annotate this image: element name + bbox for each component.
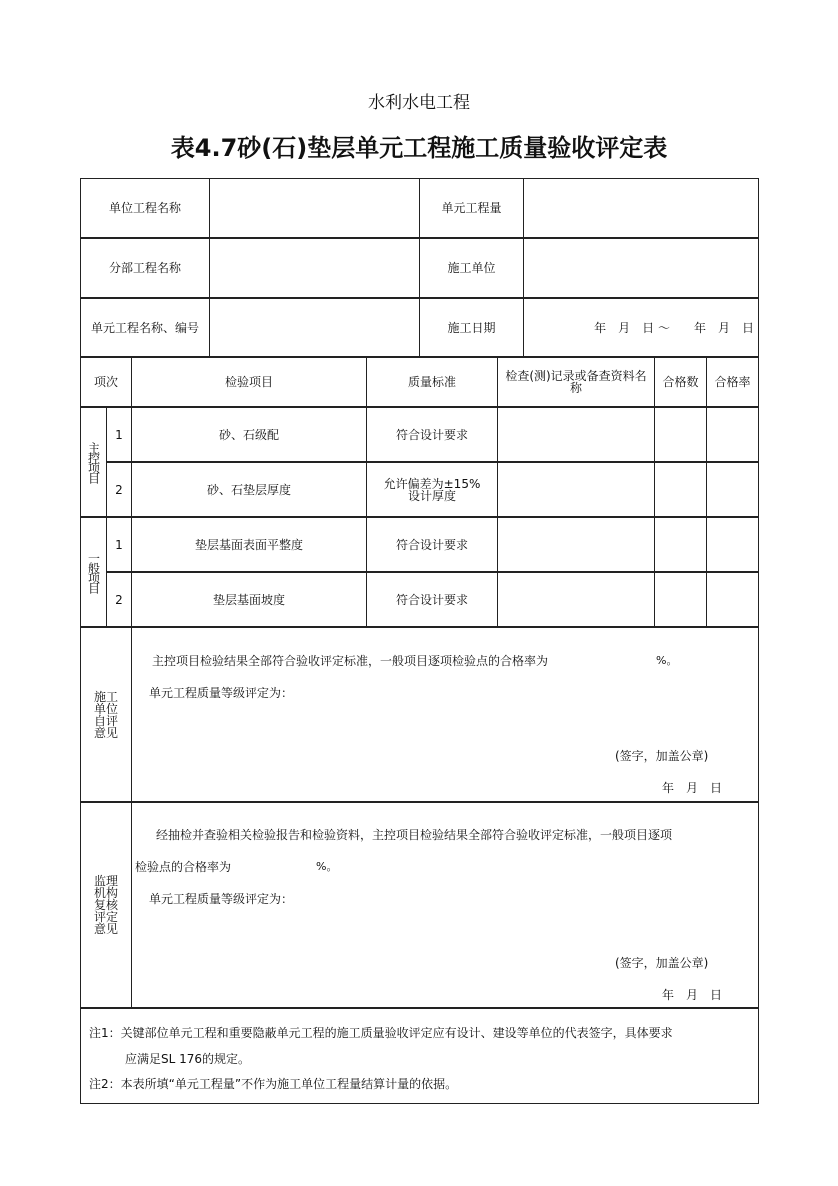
row-pass-count[interactable]	[654, 572, 707, 627]
supervision-label-cell	[80, 802, 132, 1008]
note-1: 注1：关键部位单元工程和重要隐蔽单元工程的施工质量验收评定应有设计、建设等单位的代表签字，具体要求	[89, 1026, 673, 1040]
row-item: 垫层基面表面平整度	[131, 517, 367, 572]
self-eval-text: 主控项目检验结果全部符合验收评定标准，一般项目逐项检验点的合格率为	[152, 654, 549, 668]
row-standard: 允许偏差为±15%设计厚度	[366, 462, 498, 517]
row-no: 1	[106, 517, 132, 572]
row-record[interactable]	[497, 462, 655, 517]
field-division[interactable]	[209, 238, 420, 298]
row-standard: 符合设计要求	[366, 572, 498, 627]
supervision-label: 监理机构复核评定意见	[93, 874, 118, 936]
supervision-text-cont: 检验点的合格率为	[135, 860, 232, 874]
col-standard: 质量标准	[366, 357, 498, 407]
supervision-sign: (签字，加盖公章)	[615, 956, 709, 970]
subtitle: 水利水电工程	[368, 93, 470, 113]
row-no: 2	[106, 572, 132, 627]
col-item-no: 项次	[80, 357, 132, 407]
row-no: 1	[106, 407, 132, 462]
row-item: 垫层基面坡度	[131, 572, 367, 627]
field-unit-project[interactable]	[209, 178, 420, 238]
label-unit-project: 单位工程名称	[80, 178, 210, 238]
row-pass-rate[interactable]	[706, 407, 759, 462]
label-division: 分部工程名称	[80, 238, 210, 298]
supervision-grade: 单元工程质量等级评定为：	[149, 892, 294, 906]
label-construction-date: 施工日期	[419, 298, 524, 357]
note-1-cont: 应满足SL 176的规定。	[125, 1052, 251, 1066]
row-pass-count[interactable]	[654, 517, 707, 572]
supervision-date: 年 月 日	[662, 988, 723, 1002]
row-record[interactable]	[497, 572, 655, 627]
row-pass-rate[interactable]	[706, 462, 759, 517]
label-unit-quantity: 单元工程量	[419, 178, 524, 238]
field-construction-date[interactable]: 年 月 日 ～ 年 月 日	[523, 298, 759, 357]
field-construction-unit[interactable]	[523, 238, 759, 298]
field-unit-quantity[interactable]	[523, 178, 759, 238]
self-eval-date: 年 月 日	[662, 781, 723, 795]
self-eval-grade: 单元工程质量等级评定为：	[149, 686, 294, 700]
row-no: 2	[106, 462, 132, 517]
row-item: 砂、石级配	[131, 407, 367, 462]
self-eval-pct: %。	[656, 654, 678, 667]
self-eval-sign: (签字，加盖公章)	[615, 749, 709, 763]
row-pass-count[interactable]	[654, 462, 707, 517]
row-pass-rate[interactable]	[706, 517, 759, 572]
row-record[interactable]	[497, 407, 655, 462]
group-general-label: 一般项目	[80, 517, 107, 627]
row-record[interactable]	[497, 517, 655, 572]
label-construction-unit: 施工单位	[419, 238, 524, 298]
col-pass-count: 合格数	[654, 357, 707, 407]
row-pass-rate[interactable]	[706, 572, 759, 627]
row-item: 砂、石垫层厚度	[131, 462, 367, 517]
col-record: 检查(测)记录或备查资料名称	[497, 357, 655, 407]
row-standard: 符合设计要求	[366, 517, 498, 572]
self-eval-label-cell	[80, 627, 132, 802]
field-element-name[interactable]	[209, 298, 420, 357]
note-2: 注2：本表所填“单元工程量”不作为施工单位工程量结算计量的依据。	[89, 1077, 458, 1091]
supervision-text: 经抽检并查验相关检验报告和检验资料，主控项目检验结果全部符合验收评定标准，一般项目逐项	[156, 828, 673, 842]
col-pass-rate: 合格率	[706, 357, 759, 407]
label-element-name: 单元工程名称、编号	[80, 298, 210, 357]
self-eval-label: 施工单位自评意见	[93, 689, 118, 740]
supervision-pct: %。	[316, 860, 338, 873]
page-title: 表4.7砂(石)垫层单元工程施工质量验收评定表	[170, 134, 668, 162]
row-standard: 符合设计要求	[366, 407, 498, 462]
col-inspect-item: 检验项目	[131, 357, 367, 407]
group-main-label: 主控项目	[80, 407, 107, 517]
row-pass-count[interactable]	[654, 407, 707, 462]
